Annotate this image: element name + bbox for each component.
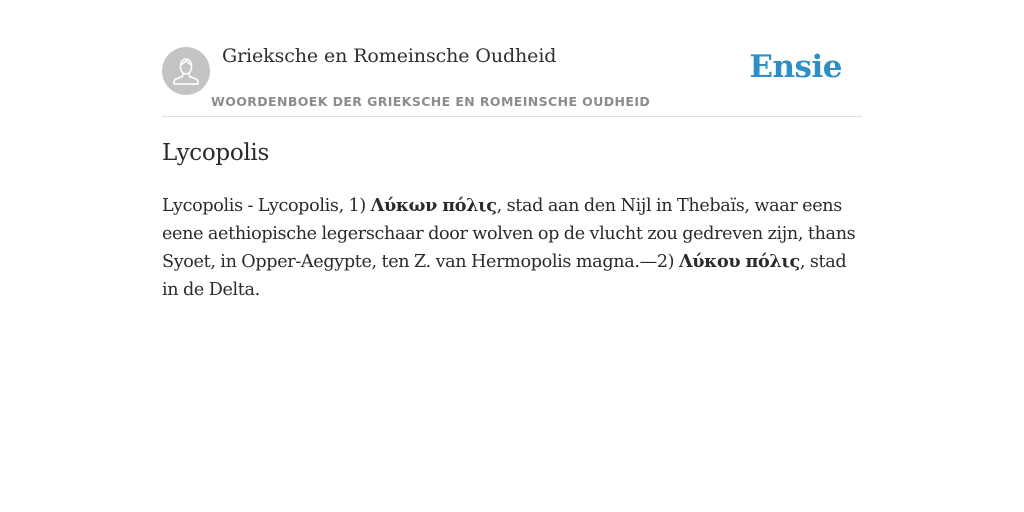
site-title[interactable]: Grieksche en Romeinsche Oudheid	[222, 45, 557, 67]
header	[162, 0, 862, 117]
entry-body	[162, 192, 862, 304]
avatar[interactable]	[162, 47, 210, 95]
greek-term: Λύκου πόλις	[678, 251, 800, 272]
user-silhouette-icon	[162, 47, 210, 95]
entry-title: Lycopolis	[162, 140, 269, 166]
page	[162, 0, 862, 512]
site-subtitle: WOORDENBOEK DER GRIEKSCHE EN ROMEINSCHE OUDHEID	[211, 94, 651, 109]
entry-text: Lycopolis - Lycopolis, 1)	[162, 196, 371, 216]
greek-term: Λύκων πόλις	[370, 195, 497, 216]
entry-text: , stad aan den Nijl in Thebaïs, waar eens eene aethiopische legerschaar door wolven op de vlucht zou gedreven zijn, thans Syoet, in Opper-Aegypte, ten Z. van Hermopolis magna.—2)	[162, 196, 856, 272]
entry-text: , stad in de Delta.	[162, 252, 847, 300]
brand-logo-link[interactable]: Ensie	[749, 49, 842, 85]
